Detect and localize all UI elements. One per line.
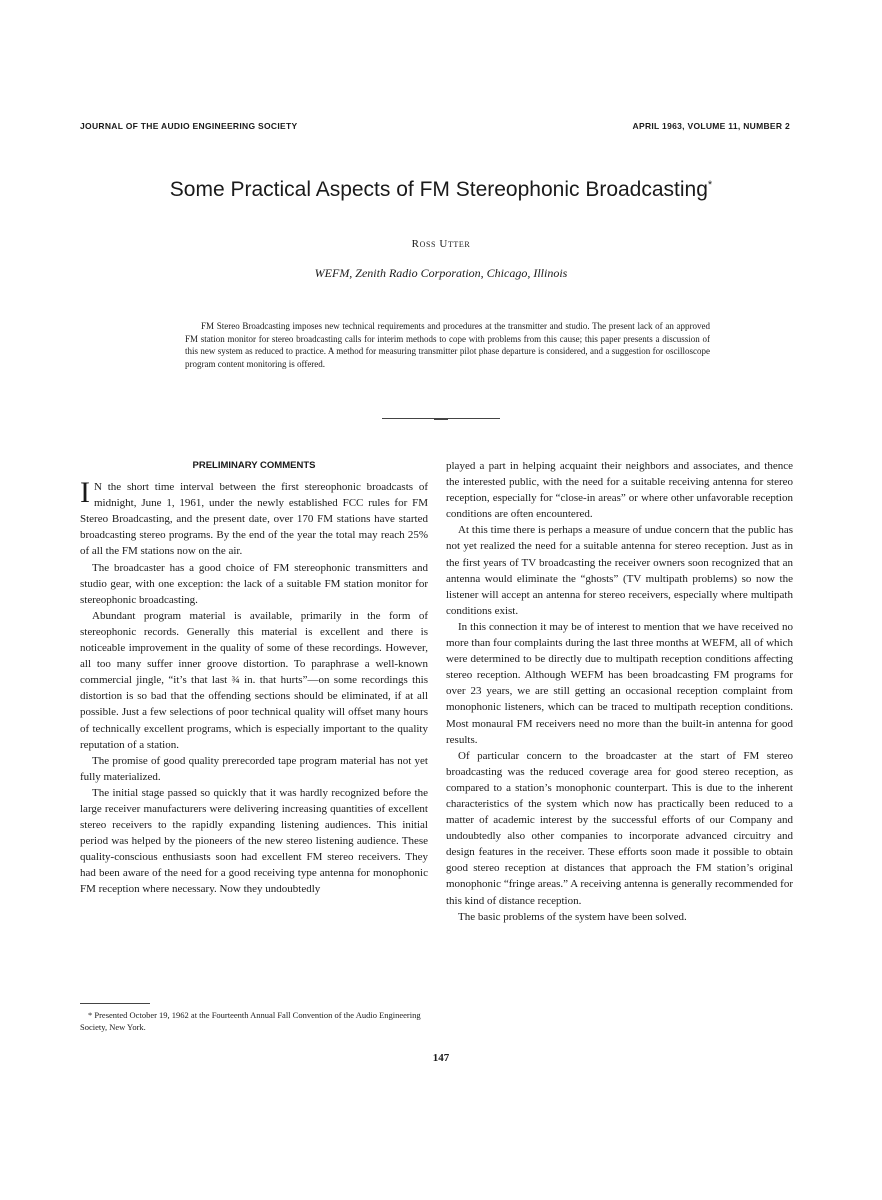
- paragraph: Of particular concern to the broadcaster at the start of FM stereo broadcasting was the reduced coverage area for good stereo reception, as compared to a station’s monophonic counterpart. This is due to the inherent characteristics of the system which now has practically been reduced to a matter of academic interest by the successful efforts of our Company and undoubtedly also other companies to incorporate advanced circuitry and design features in the receiver. These efforts soon made it possible to obtain good stereo reception at distances that approach the FM station’s original monophonic “fringe areas.” A receiving antenna is generally recommended for this kind of distance reception.: [446, 749, 793, 907]
- paragraph: played a part in helping acquaint their neighbors and associates, and thence the interested public, with the need for a suitable receiving antenna for stereo reception, especially for “close-in areas” or where other unfavorable reception conditions are often encountered.: [446, 460, 793, 521]
- journal-name: JOURNAL OF THE AUDIO ENGINEERING SOCIETY: [80, 121, 298, 131]
- article-title: [0, 178, 882, 202]
- paragraph: [80, 476, 428, 559]
- paragraph: Abundant program material is available, primarily in the form of stereophonic records. Generally this material is excellent and there is noticeable improvement in the quality of some of these recordings. However, all too many suffer inner groove distortion. To paraphrase a well-known commercial jingle, “it’s that last ¾ in. that hurts”—on some recordings this distortion is so bad that the offending sections should be eliminated, if at all possible. Just a few selections of poor technical quality will offset many hours of technically excellent programs, which is especially important to the quality reputation of a station.: [80, 609, 428, 751]
- paragraph: The basic problems of the system have been solved.: [458, 910, 687, 923]
- right-column: [446, 458, 793, 925]
- section-divider-ornament: [434, 415, 448, 420]
- paragraph: The initial stage passed so quickly that it was hardly recognized before the large receiver manufacturers were delivering increasing quantities of excellent stereo receivers to the rapidly expanding listening audiences. This initial period was helped by the pioneers of the new stereo listening audience. These quality-conscious enthusiasts soon had excellent FM stereo receivers. They had been aware of the need for a good receiving type antenna for monophonic FM reception where necessary. Now they undoubtedly: [80, 786, 428, 896]
- page-number: 147: [432, 1052, 450, 1064]
- footnote: * Presented October 19, 1962 at the Fourteenth Annual Fall Convention of the Audio Engineering Society, New York.: [80, 1010, 421, 1032]
- drop-cap: I: [80, 476, 90, 510]
- author-name: Ross Utter: [411, 238, 471, 250]
- author-affiliation: WEFM, Zenith Radio Corporation, Chicago, Illinois: [314, 266, 568, 280]
- title-footnote-mark: *: [707, 179, 713, 191]
- title-text: Some Practical Aspects of FM Stereophonic Broadcasting: [169, 178, 708, 201]
- paragraph-text: N the short time interval between the first stereophonic broadcasts of midnight, June 1, 1961, under the newly established FCC rules for FM Stereo Broadcasting, and the present date, over 170 FM stations have started broadcasting stereo programs. By the end of the year the total may reach 25% of all the FM stations now on the air.: [80, 481, 428, 558]
- footnote-rule: [80, 1003, 150, 1004]
- paragraph: The promise of good quality prerecorded tape program material has not yet fully materialized.: [80, 754, 428, 783]
- left-column: [80, 458, 428, 898]
- section-heading: PRELIMINARY COMMENTS: [192, 460, 316, 471]
- paragraph: The broadcaster has a good choice of FM stereophonic transmitters and studio gear, with one exception: the lack of a suitable FM station monitor for stereophonic broadcasting.: [80, 561, 428, 606]
- paragraph: At this time there is perhaps a measure of undue concern that the public has not yet realized the need for a suitable antenna for stereo reception. Just as in the first years of TV broadcasting the receiver owners soon recognized that an antenna would eliminate the “ghosts” (TV multipath problems) so now the listener will accept an antenna for stereo receivers, especially where multipath conditions exist.: [446, 524, 793, 617]
- paragraph: In this connection it may be of interest to mention that we have received no more than four complaints during the last three months at WEFM, all of which were determined to be directly due to multipath reception conditions affecting stereo reception. Although WEFM has been broadcasting FM programs for over 23 years, we are still getting an occasional reception complaint from monophonic listeners, which can be traced to multipath reception conditions. Most monaural FM receivers need no more than the built-in antenna for good results.: [446, 620, 793, 746]
- issue-info: APRIL 1963, VOLUME 11, NUMBER 2: [632, 121, 790, 131]
- abstract: FM Stereo Broadcasting imposes new technical requirements and procedures at the transmitter and studio. The present lack of an approved FM station monitor for stereo broadcasting calls for interim methods to cope with problems from this cause; this paper presents a discussion of this new system as reduced to practice. A method for measuring transmitter pilot phase departure is considered, and a suggestion for oscilloscope program content monitoring is offered.: [185, 321, 710, 369]
